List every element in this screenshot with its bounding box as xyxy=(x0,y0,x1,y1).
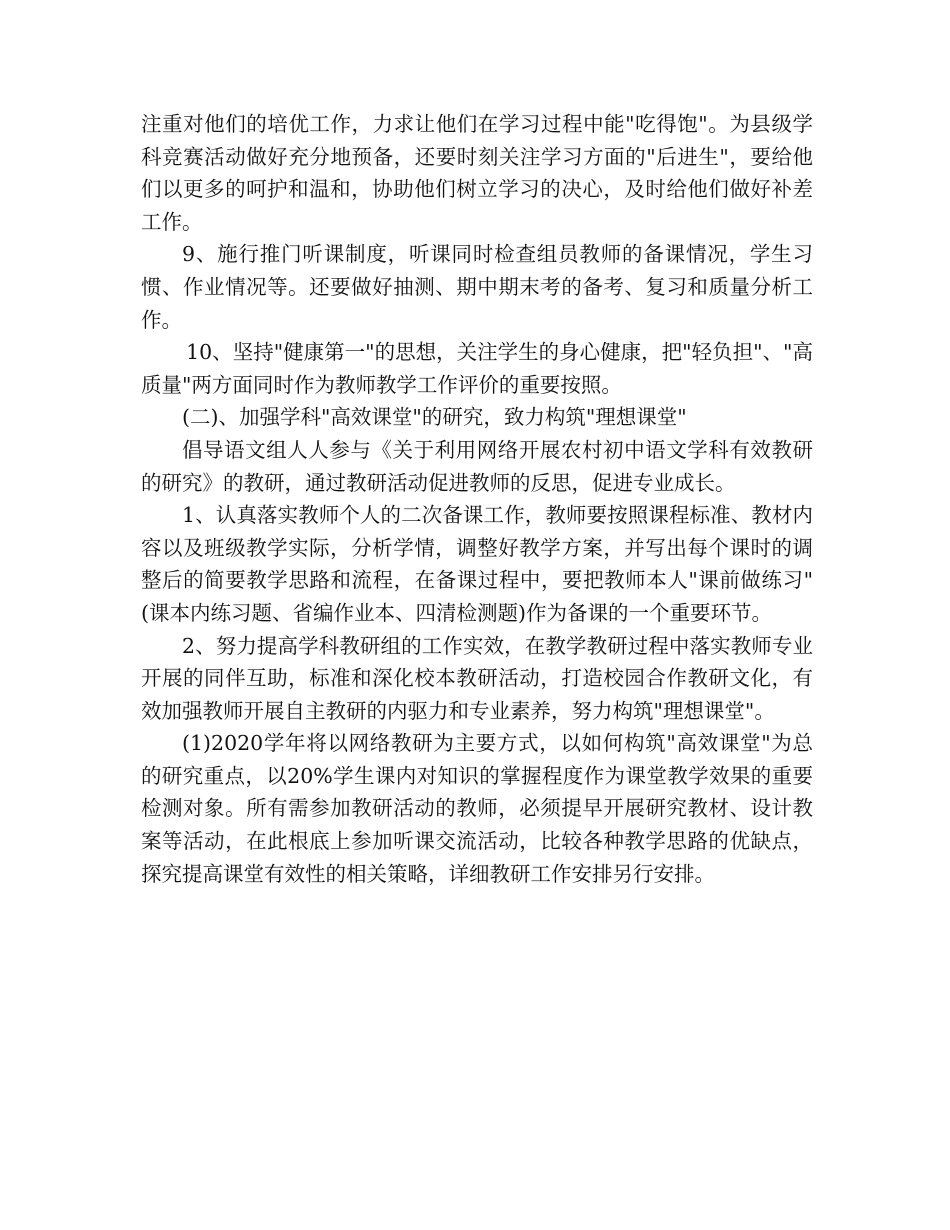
section-heading-2: (二)、加强学科"高效课堂"的研究，致力构筑"理想课堂" xyxy=(182,405,687,430)
paragraph-item-1: 1、认真落实教师个人的二次备课工作，教师要按照课程标准、教材内容以及班级教学实际，分析学情，调整好教学方案，并写出每个课时的调整后的简要教学思路和流程，在备课过程中，要把教师本人"课前做练习"(课本内练习题、省编作业本、四清检测题)作为备课的一个重要环节。 xyxy=(141,503,813,625)
paragraph-item-10: 10、坚持"健康第一"的思想，关注学生的身心健康，把"轻负担"、"高质量"两方面同时作为教师教学工作评价的重要按照。 xyxy=(141,340,813,397)
document-body xyxy=(141,108,813,890)
paragraph-item-9: 9、施行推门听课制度，听课同时检查组员教师的备课情况，学生习惯、作业情况等。还要做好抽测、期中期末考的备考、复习和质量分析工作。 xyxy=(141,242,813,332)
paragraph-continuation: 注重对他们的培优工作，力求让他们在学习过程中能"吃得饱"。为县级学科竞赛活动做好充分地预备，还要时刻关注学习方面的"后进生"，要给他们以更多的呵护和温和，协助他们树立学习的决心，及时给他们做好补差工作。 xyxy=(141,112,813,234)
paragraph-subitem-1: (1)2020学年将以网络教研为主要方式，以如何构筑"高效课堂"为总的研究重点，以20%学生课内对知识的掌握程度作为课堂教学效果的重要检测对象。所有需参加教研活动的教师，必须提早开展研究教材、设计教案等活动，在此根底上参加听课交流活动，比较各种教学思路的优缺点，探究提高课堂有效性的相关策略，详细教研工作安排另行安排。 xyxy=(141,731,813,886)
paragraph-intro: 倡导语文组人人参与《关于利用网络开展农村初中语文学科有效教研的研究》的教研，通过教研活动促进教师的反思，促进专业成长。 xyxy=(141,437,813,495)
paragraph-item-2: 2、努力提高学科教研组的工作实效，在教学教研过程中落实教师专业开展的同伴互助，标准和深化校本教研活动，打造校园合作教研文化，有效加强教师开展自主教研的内驱力和专业素养，努力构筑"理想课堂"。 xyxy=(141,633,813,723)
